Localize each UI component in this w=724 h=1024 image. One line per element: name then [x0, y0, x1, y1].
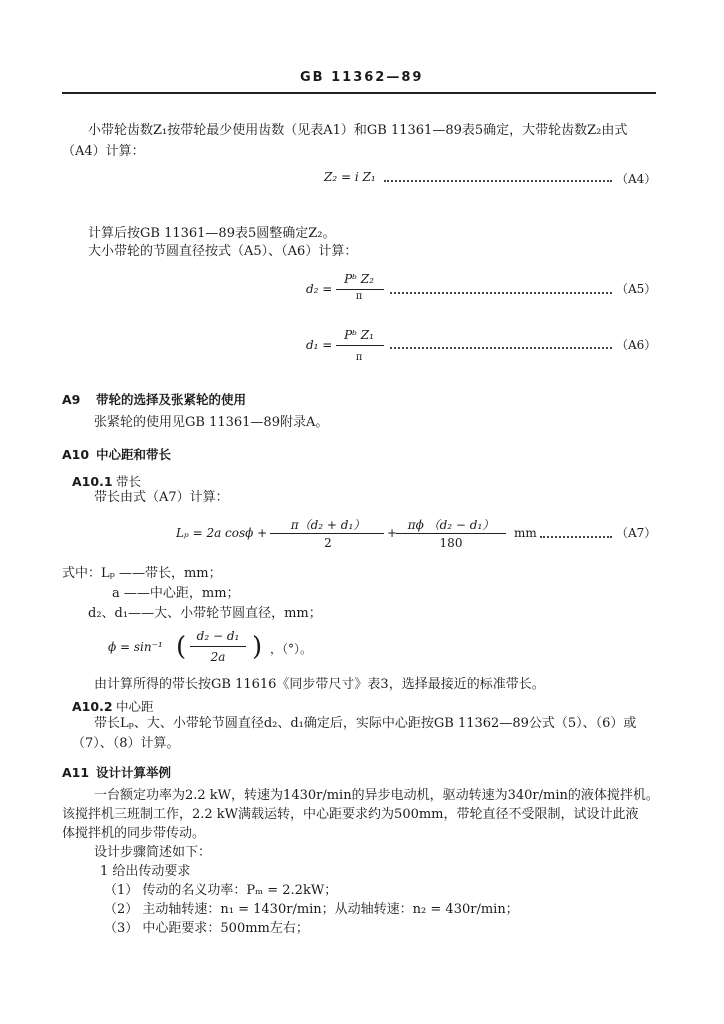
equation-tag-a6: （A6） [616, 338, 657, 352]
phi-equation-lhs: ϕ = sin⁻¹ [108, 640, 163, 654]
equation-a7-frac1-bar [270, 533, 384, 534]
equation-a7-lhs: Lₚ = 2a cosϕ + [176, 526, 268, 540]
equation-a7-frac2-numerator: πϕ （d₂ − d₁） [407, 518, 495, 532]
subsection-number-a10-1: A10.1 [72, 474, 113, 489]
subsection-heading-a10-1 [72, 472, 141, 490]
equation-a5-denominator: π [355, 291, 363, 302]
equation-a7-plus: + [387, 526, 398, 540]
paragraph-standard-belt-length: 由计算所得的带长按GB 11616《同步带尺寸》表3，选择最接近的标准带长。 [94, 677, 545, 692]
equation-a7-unit: mm [514, 526, 537, 540]
standard-number-header: GB 11362—89 [300, 70, 424, 85]
equation-a5-lhs: d₂ = [306, 282, 333, 296]
equation-a4: Z₂ = i Z₁ [324, 170, 376, 184]
section-title-a11: 设计计算举例 [96, 765, 172, 780]
equation-tag-a4: （A4） [616, 172, 657, 186]
equation-a5-numerator: Pᵇ Z₂ [344, 272, 374, 286]
paragraph-pitch-diameter: 大小带轮的节圆直径按式（A5）、（A6）计算： [88, 244, 358, 259]
subsection-title-a10-1: 带长 [116, 474, 142, 489]
leader-dots-a7 [540, 536, 612, 538]
equation-a6-fraction-bar [336, 345, 384, 346]
paragraph-center-distance: 带长Lₚ、大、小带轮节圆直径d₂、d₁确定后，实际中心距按GB 11362—89公式（5）、（6）或 [94, 716, 637, 731]
paragraph-example-line3: 体搅拌机的同步带传动。 [62, 826, 206, 841]
subsection-title-a10-2: 中心距 [116, 699, 154, 714]
paragraph-small-pulley-teeth-cont: （A4）计算： [62, 144, 145, 159]
equation-a7-frac1-denominator: 2 [324, 536, 332, 550]
where-line-belt-length: 式中：Lₚ ——带长，mm； [62, 566, 222, 581]
leader-dots-a4 [384, 180, 612, 182]
subsection-heading-a10-2 [72, 697, 154, 715]
steps-intro: 设计步骤简述如下： [94, 845, 212, 860]
equation-tag-a5: （A5） [616, 282, 657, 296]
section-number-a9: A9 [62, 392, 81, 407]
where-line-center-distance: a ——中心距，mm； [112, 586, 240, 601]
paragraph-tensioner: 张紧轮的使用见GB 11361—89附录A。 [94, 415, 329, 430]
step-item-1: （1） 传动的名义功率：Pₘ = 2.2kW； [104, 883, 338, 898]
section-heading-a9 [62, 390, 246, 408]
phi-close-paren: ) [252, 632, 263, 662]
paragraph-example-line2: 该搅拌机三班制工作，2.2 kW满载运转，中心距要求约为500mm，带轮直径不受限制，试设计此液 [62, 807, 639, 822]
equation-a5-fraction-bar [336, 289, 384, 290]
equation-a6-numerator: Pᵇ Z₁ [344, 328, 374, 342]
where-line-pitch-diameters: d₂、d₁——大、小带轮节圆直径，mm； [88, 606, 322, 621]
step-1-heading: 1 给出传动要求 [100, 864, 191, 879]
section-title-a9: 带轮的选择及张紧轮的使用 [96, 392, 247, 407]
phi-open-paren: ( [176, 632, 187, 662]
section-title-a10: 中心距和带长 [96, 447, 172, 462]
phi-denominator: 2a [210, 650, 226, 664]
section-number-a11: A11 [62, 765, 90, 780]
step-item-3: （3） 中心距要求：500mm左右； [104, 921, 309, 936]
equation-a6-denominator: π [355, 352, 363, 363]
paragraph-example-line1: 一台额定功率为2.2 kW，转速为1430r/min的异步电动机，驱动转速为340r/min的液体搅拌机。 [94, 788, 659, 803]
phi-unit: ，（°）。 [270, 642, 313, 656]
phi-fraction-bar [190, 646, 246, 647]
equation-a6-lhs: d₁ = [306, 338, 333, 352]
paragraph-belt-length-formula: 带长由式（A7）计算： [94, 490, 229, 505]
equation-a7-frac1-numerator: π（d₂ + d₁） [290, 518, 366, 532]
paragraph-center-distance-cont: （7）、（8）计算。 [72, 736, 180, 751]
paragraph-round-teeth: 计算后按GB 11361—89表5圆整确定Z₂。 [88, 226, 336, 241]
equation-a7-frac2-bar [396, 533, 506, 534]
equation-a7-frac2-denominator: 180 [439, 536, 463, 550]
section-heading-a10 [62, 445, 171, 463]
leader-dots-a6 [390, 347, 612, 349]
header-rule [62, 92, 656, 94]
paragraph-small-pulley-teeth: 小带轮齿数Z₁按带轮最少使用齿数（见表A1）和GB 11361—89表5确定，大带轮齿数Z₂由式 [88, 123, 628, 138]
phi-numerator: d₂ − d₁ [196, 629, 240, 643]
section-heading-a11 [62, 763, 171, 781]
equation-tag-a7: （A7） [616, 526, 657, 540]
section-number-a10: A10 [62, 447, 90, 462]
subsection-number-a10-2: A10.2 [72, 699, 113, 714]
step-item-2: （2） 主动轴转速：n₁ = 1430r/min；从动轴转速：n₂ = 430r/min； [104, 902, 519, 917]
leader-dots-a5 [390, 292, 612, 294]
